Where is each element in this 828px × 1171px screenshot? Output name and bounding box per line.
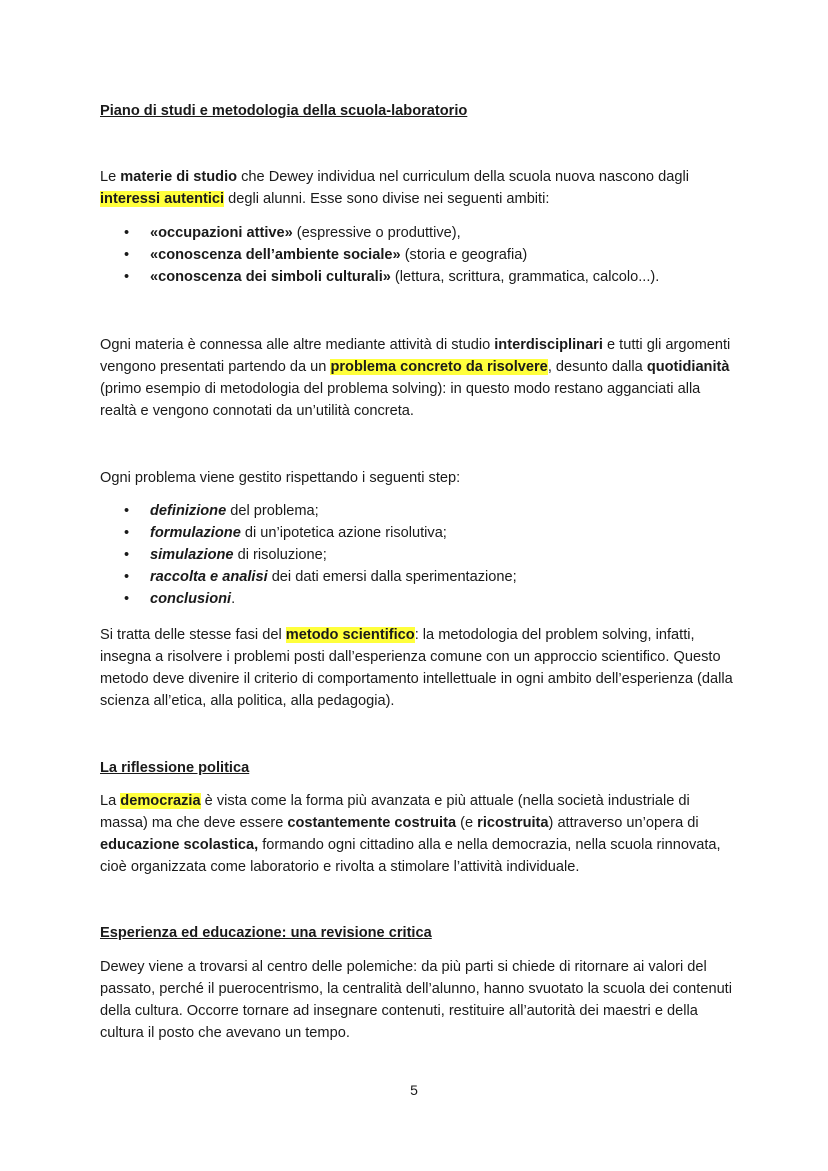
list-item: • «occupazioni attive» (espressive o produttive),: [100, 222, 659, 244]
paragraph-connessa: Ogni materia è connessa alle altre mediante attività di studio interdisciplinari e tutti gli argomenti vengono presentati partendo da un problema concreto da risolvere, desunto dalla quotidianità (primo esempio di metodologia del problema solving): in questo modo restano agganciati alla realtà e vengono connotati da un’utilità concreta.: [100, 337, 731, 419]
bullet-icon: •: [124, 525, 130, 541]
highlight-democrazia: democrazia: [120, 793, 201, 809]
bullet-icon: •: [124, 569, 130, 585]
list-item: • raccolta e analisi dei dati emersi dalla sperimentazione;: [100, 566, 517, 588]
list-item: • formulazione di un’ipotetica azione risolutiva;: [100, 522, 517, 544]
highlight-problema: problema concreto da risolvere: [330, 359, 548, 375]
section-heading-piano: Piano di studi e metodologia della scuola-laboratorio: [100, 103, 468, 119]
list-item: • conclusioni.: [100, 588, 517, 610]
page-number: 5: [410, 1082, 418, 1098]
section-heading-politica: La riflessione politica: [100, 760, 250, 776]
bullet-icon: •: [124, 547, 130, 563]
steps-list: [100, 500, 517, 610]
paragraph-step-intro: Ogni problema viene gestito rispettando i seguenti step:: [100, 470, 461, 486]
bullet-icon: •: [124, 503, 130, 519]
bullet-icon: •: [124, 591, 130, 607]
list-item: • simulazione di risoluzione;: [100, 544, 517, 566]
paragraph-democrazia: La democrazia è vista come la forma più avanzata e più attuale (nella società industriale di massa) ma che deve essere costantemente costruita (e ricostruita) attraverso un’opera di educazione scolastica, formando ogni cittadino alla e nella democrazia, nella scuola rinnovata, cioè organizzata come laboratorio e rivolta a stimolare l’attività individuale.: [100, 793, 721, 875]
section-heading-esperienza: Esperienza ed educazione: una revisione critica: [100, 925, 432, 941]
list-item: • definizione del problema;: [100, 500, 517, 522]
bullet-icon: •: [124, 247, 130, 263]
bullet-icon: •: [124, 269, 130, 285]
highlight-metodo: metodo scientifico: [285, 627, 415, 643]
list-item: • «conoscenza dell’ambiente sociale» (storia e geografia): [100, 244, 659, 266]
paragraph-metodo: Si tratta delle stesse fasi del metodo scientifico: la metodologia del problem solving, infatti, insegna a risolvere i problemi posti dall’esperienza comune con un approccio scientifico. Questo metodo deve divenire il criterio di comportamento intellettuale in ogni ambito dell’esperienza (dalla scienza all’etica, alla politica, alla pedagogia).: [100, 627, 733, 709]
paragraph-esperienza: Dewey viene a trovarsi al centro delle polemiche: da più parti si chiede di ritornare ai valori del passato, perché il puerocentrismo, la centralità dell’alunno, hanno svuotato la scuola dei contenuti della cultura. Occorre tornare ad insegnare contenuti, restituire all’autorità dei maestri e della cultura il posto che avevano un tempo.: [100, 959, 732, 1041]
list-item: • «conoscenza dei simboli culturali» (lettura, scrittura, grammatica, calcolo...).: [100, 266, 659, 288]
bullet-icon: •: [124, 225, 130, 241]
highlight-interessi: interessi autentici: [100, 191, 225, 207]
ambiti-list: [100, 222, 659, 288]
paragraph-materie: Le materie di studio che Dewey individua nel curriculum della scuola nuova nascono dagli interessi autentici degli alunni. Esse sono divise nei seguenti ambiti:: [100, 169, 689, 207]
